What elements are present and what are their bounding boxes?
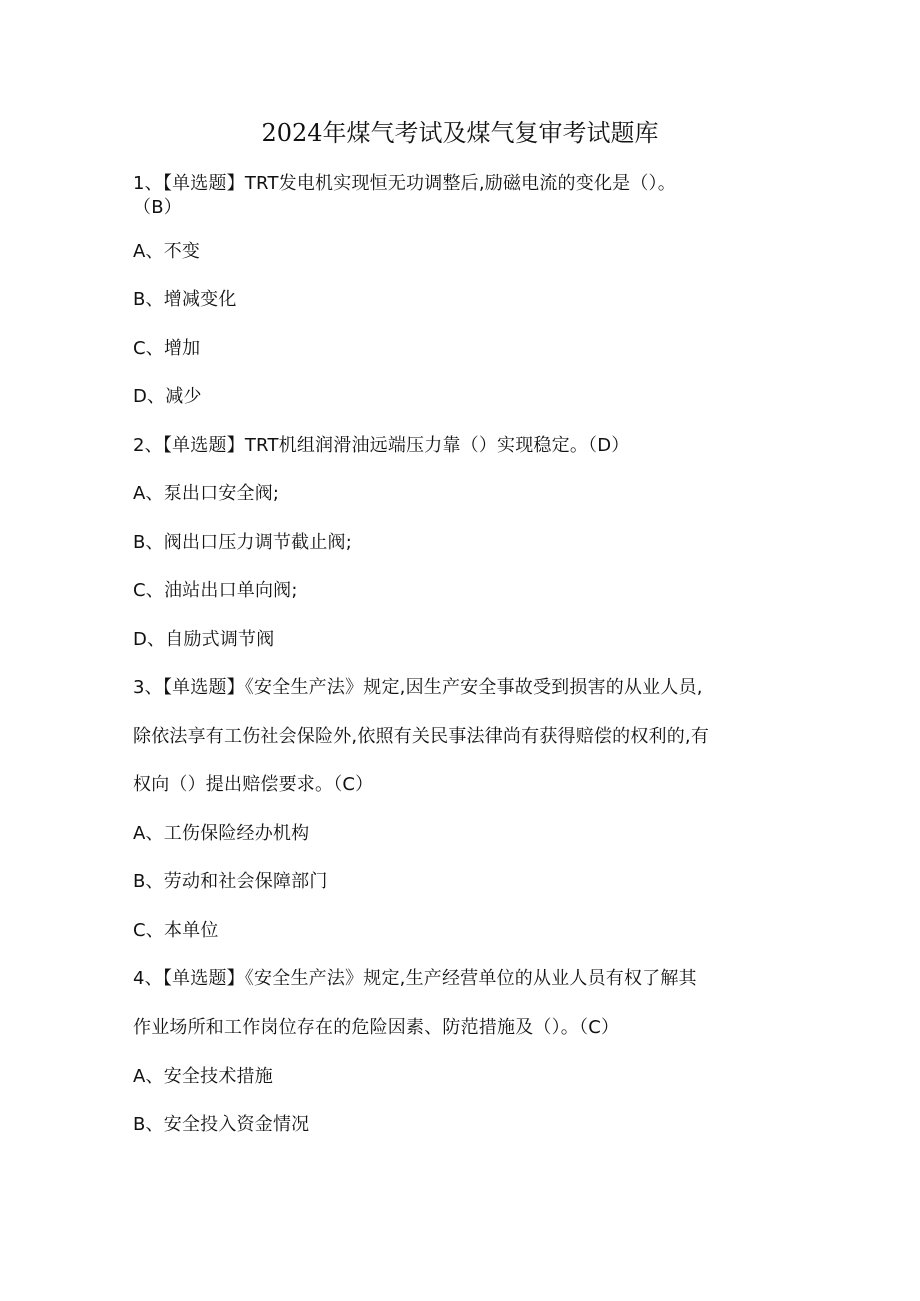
question-1-option-d: D、减少 (133, 386, 202, 407)
question-2-option-a: A、泵出口安全阀; (133, 483, 280, 504)
question-2-text: 2、【单选题】TRT机组润滑油远端压力靠（）实现稳定。（D） (133, 435, 630, 456)
question-2-option-b: B、阀出口压力调节截止阀; (133, 532, 353, 553)
question-3-option-c: C、本单位 (133, 920, 219, 941)
question-1-text: 1、【单选题】TRT发电机实现恒无功调整后,励磁电流的变化是（）。 (133, 173, 676, 194)
question-3-option-a: A、工伤保险经办机构 (133, 823, 310, 844)
question-3-text-line-3: 权向（）提出赔偿要求。（C） (133, 774, 374, 795)
question-1-option-a: A、不变 (133, 241, 201, 262)
question-1-option-c: C、增加 (133, 338, 201, 359)
question-4-option-a: A、安全技术措施 (133, 1066, 273, 1087)
question-3-text-line-1: 3、【单选题】《安全生产法》规定,因生产安全事故受到损害的从业人员, (133, 677, 703, 698)
page-title: 2024年煤气考试及煤气复审考试题库 (261, 119, 659, 147)
question-4-text-line-1: 4、【单选题】《安全生产法》规定,生产经营单位的从业人员有权了解其 (133, 968, 697, 989)
question-1-answer: （B） (133, 197, 182, 218)
question-4-option-b: B、安全投入资金情况 (133, 1114, 310, 1135)
question-2-option-c: C、油站出口单向阀; (133, 580, 298, 601)
question-3-option-b: B、劳动和社会保障部门 (133, 871, 328, 892)
question-2-option-d: D、自励式调节阀 (133, 629, 275, 650)
question-3-text-line-2: 除依法享有工伤社会保险外,依照有关民事法律尚有获得赔偿的权利的,有 (133, 726, 710, 747)
question-1-option-b: B、增减变化 (133, 289, 237, 310)
question-4-text-line-2: 作业场所和工作岗位存在的危险因素、防范措施及（）。（C） (133, 1017, 620, 1038)
